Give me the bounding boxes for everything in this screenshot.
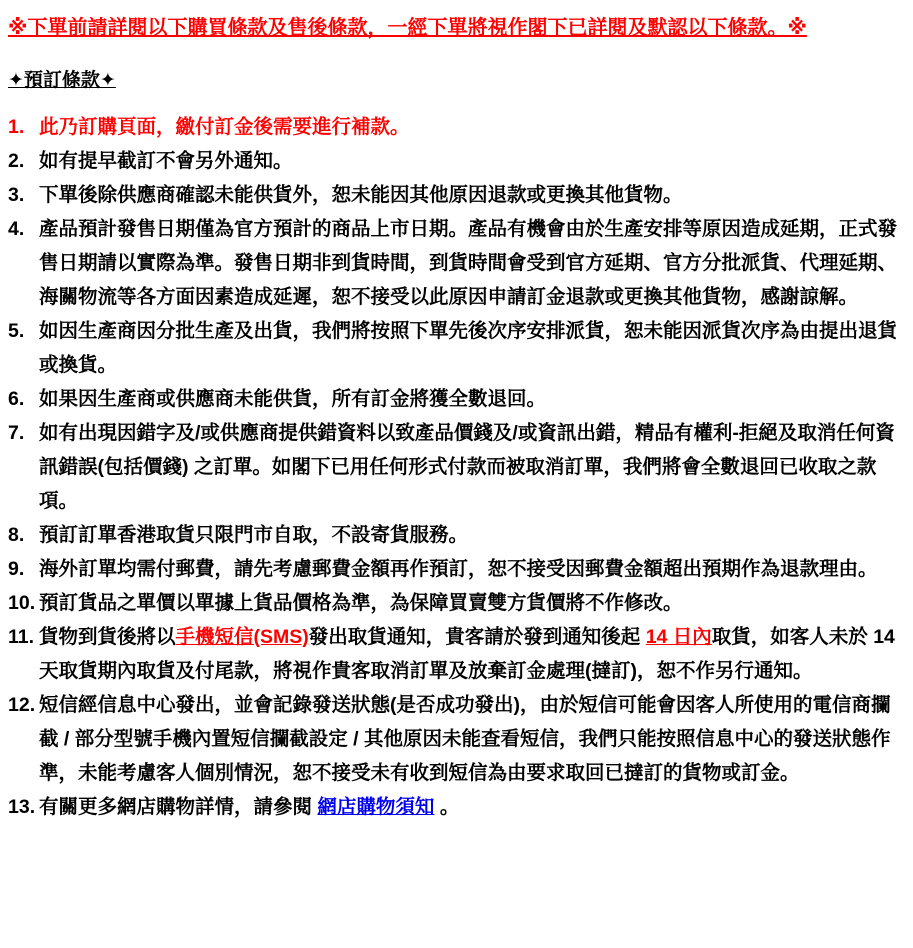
term-text [39, 620, 897, 688]
term-number: 7. [8, 422, 25, 444]
term-item-11 [8, 620, 897, 688]
term-text-segment: 下單後除供應商確認未能供貨外，恕未能因其他原因退款或更換其他貨物。 [39, 184, 683, 206]
term-text-segment: 有關更多網店購物詳情，請參閱 [39, 796, 318, 818]
term-number: 9. [8, 558, 25, 580]
term-item-12 [8, 688, 897, 790]
term-item-8 [8, 518, 897, 552]
term-text-segment: 如果因生產商或供應商未能供貨，所有訂金將獲全數退回。 [39, 388, 547, 410]
term-number: 3. [8, 184, 25, 206]
term-number: 2. [8, 150, 25, 172]
term-text [39, 314, 897, 382]
term-item-13 [8, 790, 897, 824]
term-text [39, 110, 897, 144]
term-text-segment: 如有提早截訂不會另外通知。 [39, 150, 293, 172]
term-text [39, 688, 897, 790]
term-number: 10. [8, 592, 36, 614]
term-text-segment: 預訂訂單香港取貨只限門市自取，不設寄貨服務。 [39, 524, 469, 546]
term-number: 11. [8, 626, 35, 648]
red-highlight-text: 14 日內 [645, 626, 712, 648]
term-item-10 [8, 586, 897, 620]
term-number: 13. [8, 796, 36, 818]
term-item-1 [8, 110, 897, 144]
term-item-2 [8, 144, 897, 178]
shop-guide-link[interactable]: 網店購物須知 [317, 796, 435, 818]
term-item-5 [8, 314, 897, 382]
term-text [39, 382, 897, 416]
term-number: 4. [8, 218, 25, 240]
term-text-segment: 如有出現因錯字及/或供應商提供錯資料以致產品價錢及/或資訊出錯，精品有權利-拒絕及取消任何資訊錯誤(包括價錢) 之訂單。如閣下已用任何形式付款而被取消訂單，我們將會全數退回已收取之款項。 [39, 422, 895, 512]
terms-list [8, 110, 897, 824]
term-text-segment: 取貨，如客人未於 14 天取貨期內取貨及付尾款，將視作貴客取消訂單及放棄訂金處理(撻訂)，恕不作另行通知。 [39, 626, 895, 682]
term-text-segment: 發出取貨通知，貴客請於發到通知後起 [308, 626, 646, 648]
section-header: ✦預訂條款✦ [8, 70, 116, 91]
term-text [39, 790, 897, 824]
term-text-segment: 短信經信息中心發出，並會記錄發送狀態(是否成功發出)，由於短信可能會因客人所使用的電信商攔截 / 部分型號手機內置短信攔截設定 / 其他原因未能查看短信，我們只能按照信息中心的發送狀態作準，未能考慮客人個別情況，恕不接受未有收到短信為由要求取回已撻訂的貨物或訂金。 [39, 694, 891, 784]
term-number: 6. [8, 388, 25, 410]
term-item-6 [8, 382, 897, 416]
term-text [39, 416, 897, 518]
term-item-7 [8, 416, 897, 518]
page-title: ※下單前請詳閱以下購買條款及售後條款，一經下單將視作閣下已詳閱及默認以下條款。※ [8, 17, 807, 39]
red-highlight-text: 手機短信(SMS) [175, 626, 309, 648]
term-text [39, 144, 897, 178]
term-text-segment: 產品預計發售日期僅為官方預計的商品上市日期。產品有機會由於生產安排等原因造成延期，正式發售日期請以實際為準。發售日期非到貨時間，到貨時間會受到官方延期、官方分批派貨、代理延期、海關物流等各方面因素造成延遲，恕不接受以此原因申請訂金退款或更換其他貨物，感謝諒解。 [39, 218, 898, 308]
term-text-segment: 。 [434, 796, 460, 818]
term-item-9 [8, 552, 897, 586]
term-text-segment: 貨物到貨後將以 [39, 626, 176, 648]
term-text-segment: 如因生產商因分批生產及出貨，我們將按照下單先後次序安排派貨，恕未能因派貨次序為由提出退貨或換貨。 [39, 320, 898, 376]
term-item-3 [8, 178, 897, 212]
term-text-segment: 預訂貨品之單價以單據上貨品價格為準，為保障買賣雙方貨價將不作修改。 [39, 592, 683, 614]
term-item-4 [8, 212, 897, 314]
term-text [39, 586, 897, 620]
term-number: 5. [8, 320, 25, 342]
term-text-segment: 海外訂單均需付郵費，請先考慮郵費金額再作預訂，恕不接受因郵費金額超出預期作為退款理由。 [39, 558, 878, 580]
term-number: 8. [8, 524, 25, 546]
term-text-segment: 此乃訂購頁面，繳付訂金後需要進行補款。 [39, 116, 410, 138]
term-text [39, 552, 897, 586]
term-text [39, 212, 897, 314]
term-text [39, 178, 897, 212]
term-number: 1. [8, 116, 25, 138]
term-number: 12. [8, 694, 36, 716]
term-text [39, 518, 897, 552]
